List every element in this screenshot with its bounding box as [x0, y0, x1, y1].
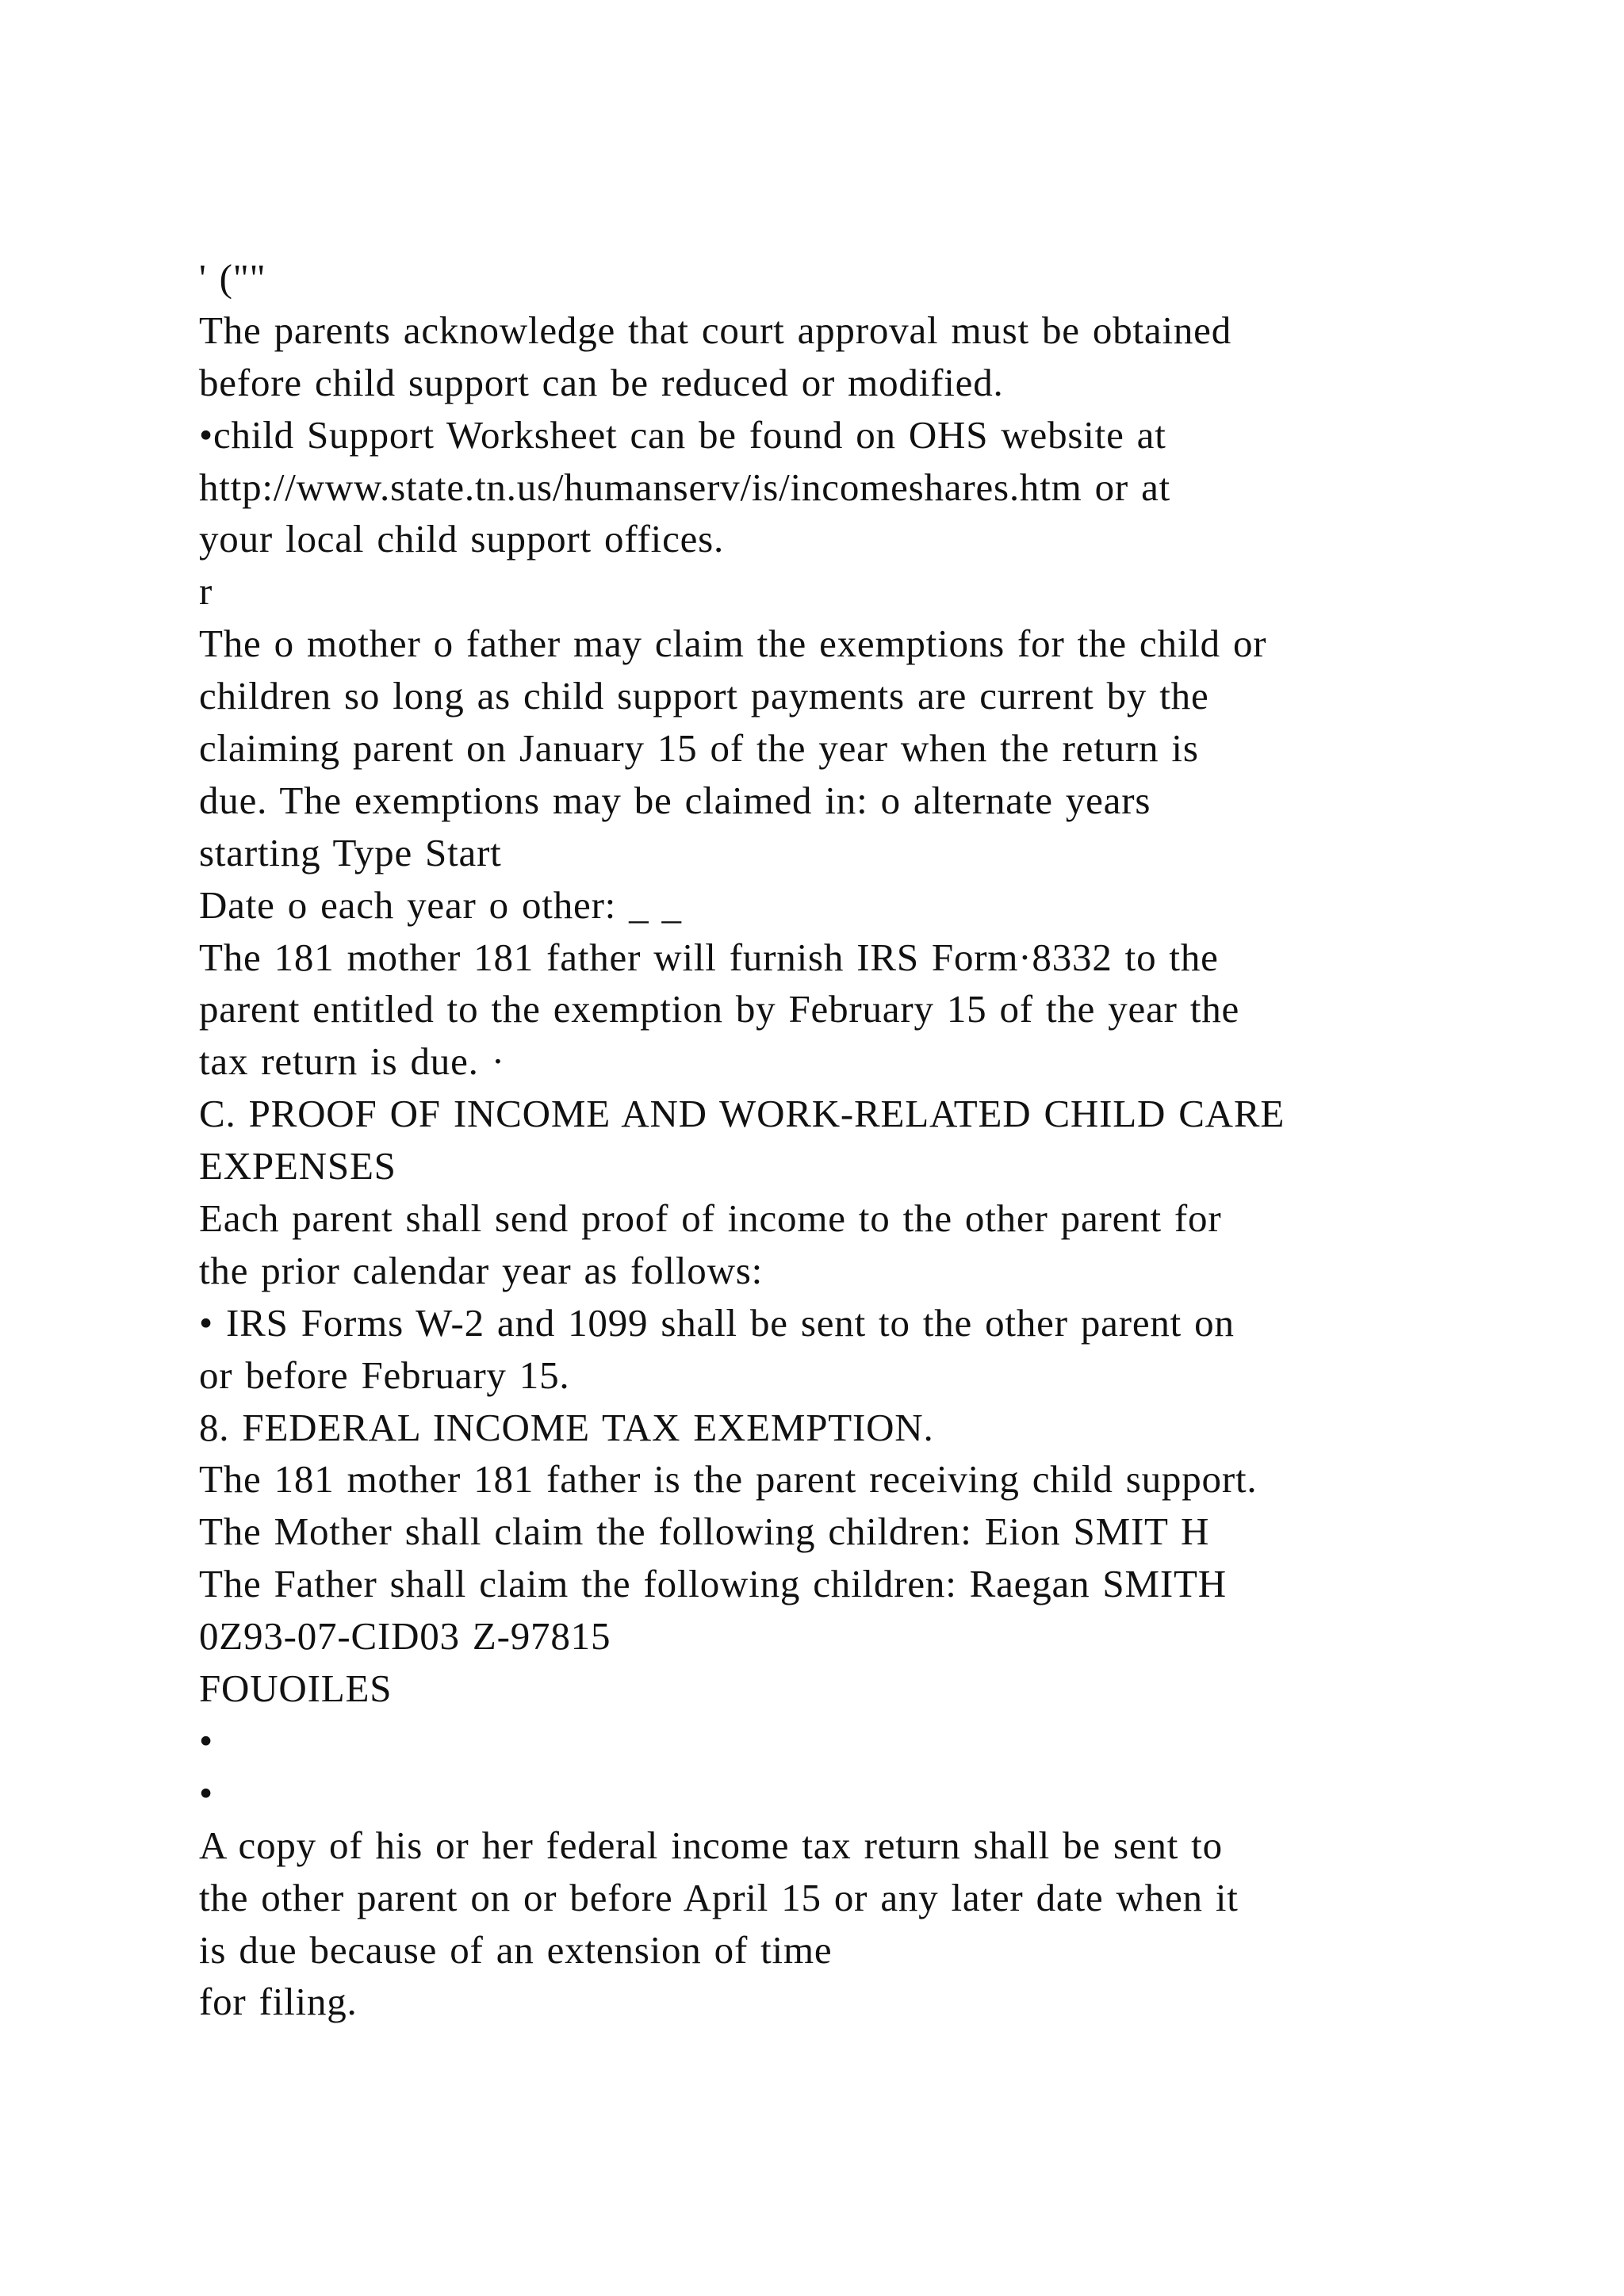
text-line-8: The o mother o father may claim the exemptions for the child or: [199, 622, 1267, 666]
text-line-27: 0Z93-07-CID03 Z-97815: [199, 1614, 611, 1659]
text-line-34: for filing.: [199, 1980, 358, 2024]
bullet-line-2: •: [199, 1770, 213, 1815]
text-line-11: due. The exemptions may be claimed in: o alternate years: [199, 778, 1151, 822]
bullet-line-1: •: [199, 1718, 213, 1762]
text-line-6: your local child support offices.: [199, 517, 725, 561]
text-line-1: ' ("": [199, 256, 266, 300]
text-line-26: The Father shall claim the following children: Raegan SMITH: [199, 1562, 1227, 1606]
text-line-24: The 181 mother 181 father is the parent receiving child support.: [199, 1457, 1258, 1502]
text-line-19: Each parent shall send proof of income to the other parent for: [199, 1196, 1222, 1241]
text-line-14: The 181 mother 181 father will furnish IRS Form·8332 to the: [199, 935, 1219, 979]
text-line-7: r: [199, 569, 213, 614]
section-heading-c: C. PROOF OF INCOME AND WORK-RELATED CHILD CARE: [199, 1092, 1285, 1136]
bullet-line-irs-forms: • IRS Forms W-2 and 1099 shall be sent to the other parent on: [199, 1300, 1235, 1345]
text-line-12: starting Type Start: [199, 830, 502, 874]
text-line-31: A copy of his or her federal income tax return shall be sent to: [199, 1823, 1223, 1867]
text-line-2: The parents acknowledge that court approval must be obtained: [199, 308, 1232, 352]
document-body: [199, 252, 1468, 2028]
section-heading-c-cont: EXPENSES: [199, 1144, 396, 1188]
text-line-13: Date o each year o other: _ _: [199, 882, 682, 927]
section-heading-8: 8. FEDERAL INCOME TAX EXEMPTION.: [199, 1405, 934, 1449]
text-line-25: The Mother shall claim the following children: Eion SMIT H: [199, 1510, 1210, 1554]
text-line-20: the prior calendar year as follows:: [199, 1248, 764, 1292]
text-line-10: claiming parent on January 15 of the year when the return is: [199, 726, 1199, 771]
text-line-22: or before February 15.: [199, 1353, 570, 1397]
text-line-15: parent entitled to the exemption by February 15 of the year the: [199, 987, 1240, 1031]
text-line-4: •child Support Worksheet can be found on OHS website at: [199, 412, 1166, 457]
text-line-16: tax return is due. ·: [199, 1039, 505, 1084]
text-line-3: before child support can be reduced or modified.: [199, 360, 1004, 404]
text-line-9: children so long as child support payments are current by the: [199, 674, 1209, 718]
text-line-5-url: http://www.state.tn.us/humanserv/is/incomeshares.htm or at: [199, 465, 1171, 509]
text-line-33: is due because of an extension of time: [199, 1927, 833, 1972]
text-line-28: FOUOILES: [199, 1667, 393, 1711]
text-line-32: the other parent on or before April 15 or any later date when it: [199, 1875, 1239, 1919]
